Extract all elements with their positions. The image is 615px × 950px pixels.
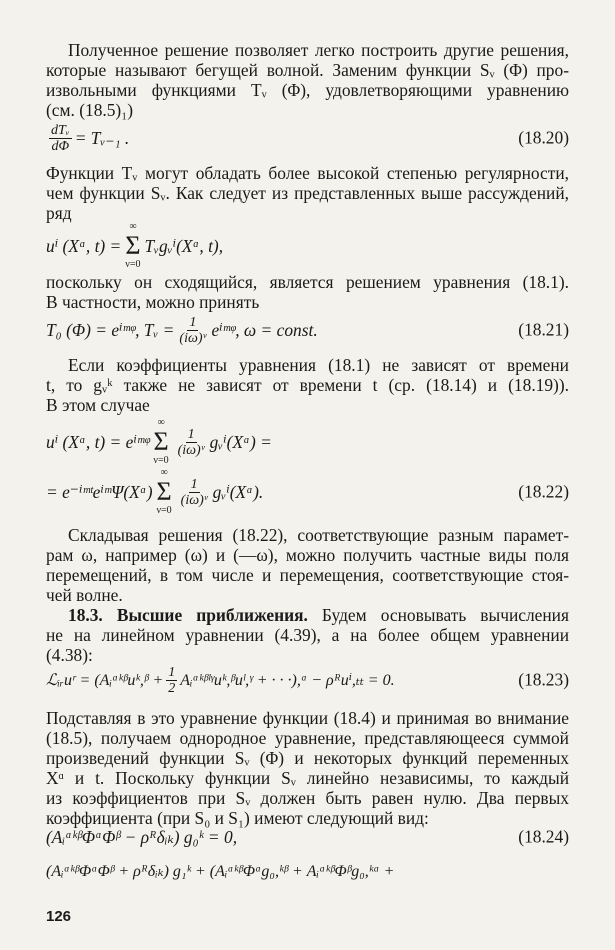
derivative-fraction: $\frac{\text{dTᵥ}}{d\Phi}$	[51, 122, 70, 154]
equation-18-22-line2: = e⁻ⁱᵐᵗeⁱᵐΨ(Xᵅ) ∞ Σ ν=0 $\frac{1}{\text{(iω)ᵛ}}$ gᵥⁱ(Xᵅ). (18.22)	[46, 467, 569, 516]
text-line: чем функции Sᵥ. Как следует из представленных выше рассуждений,	[46, 183, 569, 203]
text-line: Если коэффициенты уравнения (18.1) не зависят от времени	[68, 355, 569, 375]
text-line: не на линейном уравнении (4.39), а на более общем уравнении	[46, 625, 569, 645]
text-line: извольными функциями Tᵥ (Φ), удовлетворяющими уравнению	[46, 80, 569, 100]
equation-18-22-line1: uⁱ (Xᵅ, t) = eⁱᵐᵠ ∞ Σ ν=0 $\frac{1}{\text{(iω)ᵛ}}$ gᵥⁱ(Xᵅ) =	[46, 417, 272, 466]
equation-series: uⁱ (Xᵅ, t) = ∞ Σ ν=0 Tᵥgᵥⁱ(Xᵅ, t),	[46, 221, 224, 270]
section-line	[46, 605, 569, 625]
fraction: $\frac{1}{\text{(iω)ᵛ}}$	[179, 314, 207, 346]
text-line: t, то gᵥᵏ также не зависят от времени t (ср. (18.14) и (18.19)).	[46, 375, 569, 395]
text-line: чей волне.	[46, 585, 123, 605]
sum-symbol: ∞ Σ ν=0	[125, 221, 141, 270]
text-line: рам ω, например (ω) и (—ω), можно получить частные виды поля	[46, 545, 569, 565]
equation-number: (18.22)	[518, 481, 569, 502]
equation-18-20: $\frac{\text{dTᵥ}}{d\Phi}$ = Tᵥ₋₁ . (18.20)	[51, 122, 569, 154]
text-line: Функции Tᵥ могут обладать более высокой степенью регулярности,	[46, 163, 569, 183]
text-line: Полученное решение позволяет легко построить другие решения,	[68, 40, 569, 60]
fraction: $\frac{1}{2}$	[168, 664, 176, 696]
text-line: ряд	[46, 203, 72, 223]
text-line: которые называют бегущей волной. Заменим функции Sᵥ (Φ) про-	[46, 60, 569, 80]
text-line: (18.5), получаем однородное уравнение, представляющееся суммой	[46, 728, 569, 748]
text-line: (см. (18.5)₁)	[46, 100, 134, 120]
fraction: $\frac{1}{\text{(iω)ᵛ}}$	[177, 426, 205, 458]
equation-number: (18.24)	[518, 826, 569, 847]
equation-18-24: (AᵢᵅᵏᵝΦᵅΦᵝ − ρᴿδᵢₖ) g₀ᵏ = 0, (18.24)	[46, 826, 569, 847]
text-line: коэффициента (при S₀ и S₁) имеют следующий вид:	[46, 808, 429, 828]
equation-number: (18.20)	[518, 127, 569, 148]
equation-18-23: ℒᵢᵣuʳ = (Aᵢᵅᵏᵝuᵏ,ᵝ + $\frac{1}{2}$ Aᵢᵅᵏᵝˡᵞuᵏ,ᵝuˡ,ᵞ + · · ·),ᵅ − ρᴿuⁱ,ₜₜ = 0. (18.23)	[46, 664, 569, 696]
text-line: Подставляя в это уравнение функции (18.4) и принимая во внимание	[46, 708, 569, 728]
text-line: Xᵅ и t. Поскольку функции Sᵥ линейно независимы, то каждый	[46, 768, 569, 788]
text-line: поскольку он сходящийся, является решением уравнения (18.1).	[46, 272, 569, 292]
equation-number: (18.23)	[518, 669, 569, 690]
text-line: Складывая решения (18.22), соответствующие разным парамет-	[68, 525, 569, 545]
text-line: из коэффициентов при Sᵥ должен быть равен нулю. Два первых	[46, 788, 569, 808]
text-line: перемещений, в том числе и перемещения, соответствующие стоя-	[46, 565, 569, 585]
equation-number: (18.21)	[518, 319, 569, 340]
text-line: В этом случае	[46, 395, 150, 415]
sum-symbol: ∞ Σ ν=0	[153, 417, 169, 466]
text-line: (4.38):	[46, 645, 93, 665]
section-lead: Будем основывать вычисления	[307, 605, 569, 625]
sum-symbol: ∞ Σ ν=0	[156, 467, 172, 516]
equation-continued: (AᵢᵅᵏᵝΦᵅΦᵝ + ρᴿδᵢₖ) g₁ᵏ + (AᵢᵅᵏᵝΦᵅg₀,ᵏᵝ + AᵢᵅᵏᵝΦᵝg₀,ᵏᵅ +	[46, 863, 395, 880]
text-line: произведений функции Sᵥ (Φ) и некоторых функций переменных	[46, 748, 569, 768]
equation-18-21: T₀ (Φ) = eⁱᵐᵠ, Tᵥ = $\frac{1}{\text{(iω)ᵛ}}$ eⁱᵐᵠ, ω = const. (18.21)	[46, 314, 569, 346]
section-heading: 18.3. Высшие приближения.	[68, 605, 308, 625]
fraction: $\frac{1}{\text{(iω)ᵛ}}$	[180, 476, 208, 508]
page-number: 126	[46, 908, 72, 925]
text-line: В частности, можно принять	[46, 292, 260, 312]
